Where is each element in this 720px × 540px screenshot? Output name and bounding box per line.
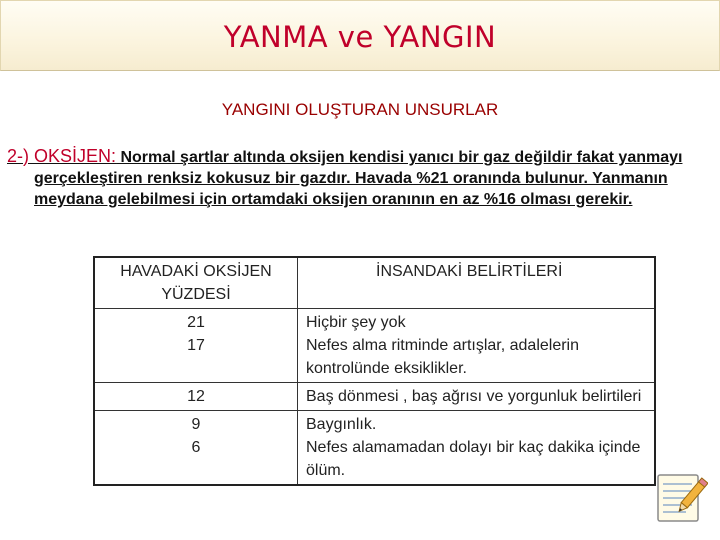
header-oxygen-line1: HAVADAKİ OKSİJEN: [120, 263, 272, 280]
paragraph-body: Normal şartlar altında oksijen kendisi yanıcı bir gaz değildir fakat yanmayı gerçekleştiren renksiz kokusuz bir gazdır. Havada %21 oranında bulunur. Yanmanın meydana gelebilmesi için ortamdaki oksijen oranının en az %16 olması gerekir.: [34, 149, 683, 208]
slide-title: YANMA ve YANGIN: [223, 20, 497, 54]
oxygen-value: 17: [187, 337, 205, 354]
slide-subtitle: YANGINI OLUŞTURAN UNSURLAR: [221, 100, 499, 119]
table-row: [94, 411, 655, 486]
symptom-text: Nefes alma ritminde artışlar, adalelerin kontrolünde eksiklikler.: [306, 337, 580, 377]
table-header-row: [94, 257, 655, 309]
header-symptoms: İNSANDAKİ BELİRTİLERİ: [298, 257, 656, 309]
header-oxygen-line2: YÜZDESİ: [161, 286, 231, 303]
oxygen-values-cell: [94, 309, 298, 383]
oxygen-value: 12: [187, 388, 205, 405]
oxygen-values-cell: [94, 383, 298, 411]
oxygen-value: 21: [187, 314, 205, 331]
oxygen-value: 6: [191, 439, 201, 456]
oxygen-value: 9: [191, 416, 201, 433]
symptom-text: Baş dönmesi , baş ağrısı ve yorgunluk belirtileri: [306, 388, 642, 405]
symptoms-cell: [298, 309, 656, 383]
symptom-text: Baygınlık.: [306, 416, 377, 433]
symptoms-cell: [298, 383, 656, 411]
table-row: [94, 309, 655, 383]
symptom-text: Hiçbir şey yok: [306, 314, 406, 331]
symptom-text: Nefes alamamadan dolayı bir kaç dakika içinde ölüm.: [306, 439, 641, 479]
oxygen-table: [93, 256, 656, 486]
notepad-pencil-icon[interactable]: [656, 472, 708, 524]
header-oxygen-percentage: [94, 257, 298, 309]
oxygen-values-cell: [94, 411, 298, 486]
paragraph-lead: 2-) OKSİJEN:: [7, 146, 117, 166]
table-row: [94, 383, 655, 411]
oxygen-paragraph: [7, 146, 720, 210]
symptoms-cell: [298, 411, 656, 486]
